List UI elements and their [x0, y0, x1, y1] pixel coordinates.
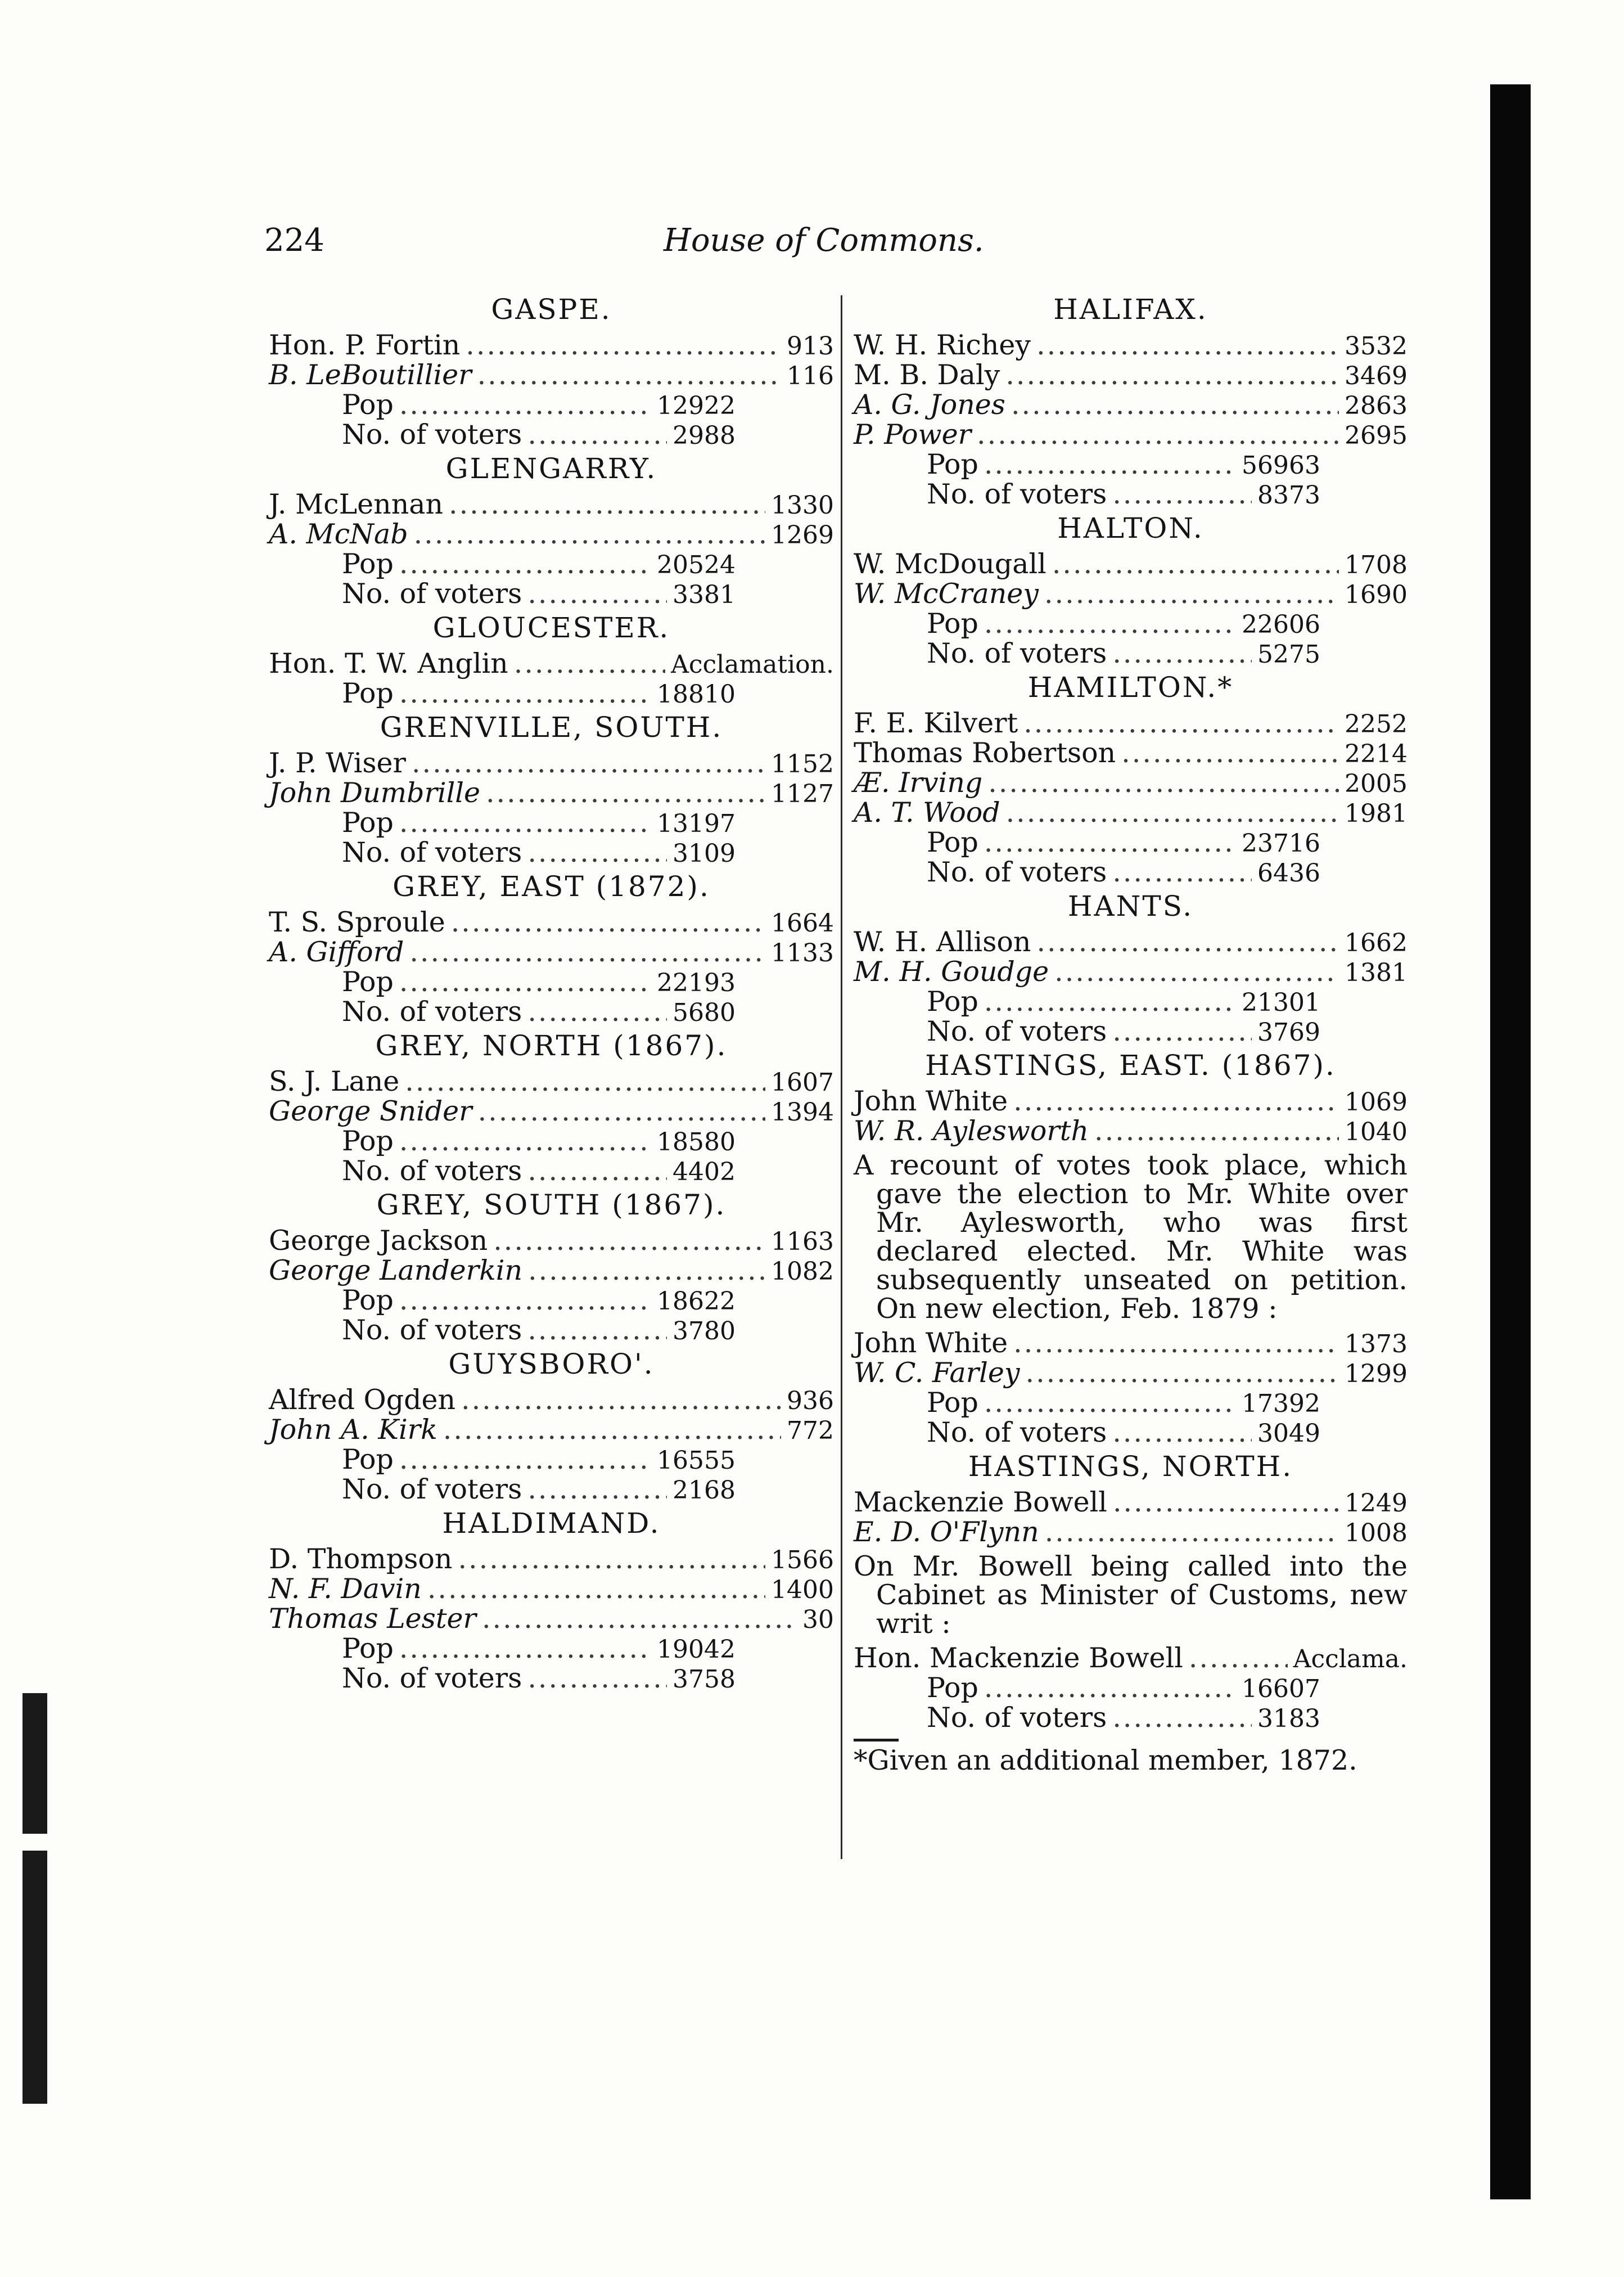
- voters-value: 8373: [1257, 481, 1320, 510]
- constituency-heading: GLENGARRY.: [445, 452, 657, 485]
- constituency-guysboro: [269, 1350, 834, 1505]
- population-value: 18580: [657, 1128, 736, 1156]
- candidate-name: S. J. Lane: [269, 1065, 400, 1097]
- constituency-heading: HASTINGS, NORTH.: [968, 1450, 1293, 1483]
- candidate-row: [269, 520, 834, 550]
- voters-row: No. of voters ..... 5275: [854, 639, 1320, 669]
- vote-count: 913: [787, 332, 834, 361]
- candidate-row: [269, 1097, 834, 1127]
- candidate-row: [269, 908, 834, 938]
- candidate-name: W. McDougall: [854, 548, 1046, 580]
- population-row: Pop ..... 21301: [854, 987, 1320, 1017]
- population-row: Pop ..... 19042: [269, 1634, 736, 1664]
- candidate-name: George Snider: [269, 1095, 472, 1127]
- voters-value: 6436: [1257, 859, 1320, 888]
- candidate-name: Hon. Mackenzie Bowell: [854, 1642, 1183, 1674]
- voters-value: 5680: [673, 998, 736, 1027]
- vote-count: 2695: [1345, 421, 1408, 450]
- candidate-row: [854, 550, 1408, 579]
- voters-value: 2168: [673, 1476, 736, 1505]
- constituency-heading: GLOUCESTER.: [432, 611, 670, 644]
- population-value: 23716: [1242, 829, 1320, 858]
- voters-value: 5275: [1257, 640, 1320, 669]
- candidate-row: [269, 1385, 834, 1415]
- population-row: Pop ..... 22606: [854, 609, 1320, 639]
- candidate-name: M. H. Goudge: [854, 956, 1049, 988]
- voters-row: No. of voters ..... 2168: [269, 1475, 736, 1505]
- candidate-name: A. Gifford: [269, 936, 404, 968]
- constituency-heading: GREY, NORTH (1867).: [375, 1029, 728, 1062]
- constituency-hastings-north: [854, 1452, 1408, 1733]
- vote-count: 1133: [771, 939, 834, 968]
- constituency-heading: GREY, SOUTH (1867).: [376, 1189, 727, 1221]
- vote-count: 1249: [1345, 1489, 1408, 1518]
- candidate-row: [854, 1518, 1408, 1547]
- candidate-row: [269, 1067, 834, 1097]
- voters-row: No. of voters ..... 3780: [269, 1316, 736, 1346]
- column-rule: [841, 295, 842, 1859]
- candidate-row: [269, 1545, 834, 1574]
- voters-row: No. of voters ..... 3381: [269, 579, 736, 609]
- running-head: House of Commons.: [664, 222, 984, 259]
- candidate-name: J. P. Wiser: [269, 747, 406, 779]
- candidate-name: Alfred Ogden: [269, 1384, 456, 1416]
- vote-count: 1040: [1345, 1118, 1408, 1146]
- vote-count: 2214: [1345, 740, 1408, 768]
- population-value: 12922: [657, 392, 736, 420]
- candidate-row: [854, 390, 1408, 420]
- vote-count: 1394: [771, 1098, 834, 1127]
- vote-count: 936: [787, 1387, 834, 1415]
- candidate-row: [854, 361, 1408, 390]
- candidate-name: Æ. Irving: [854, 767, 983, 799]
- voters-row: No. of voters ..... 4402: [269, 1156, 736, 1186]
- vote-count: 1163: [771, 1227, 834, 1256]
- vote-count: Acclamation.: [671, 650, 834, 679]
- candidate-name: John A. Kirk: [269, 1414, 437, 1446]
- voters-row: No. of voters ..... 6436: [854, 858, 1320, 888]
- population-row: Pop ..... 12922: [269, 390, 736, 420]
- candidate-row: [269, 778, 834, 808]
- vote-count: 2252: [1345, 710, 1408, 739]
- vote-count: 1008: [1345, 1519, 1408, 1547]
- population-value: 19042: [657, 1635, 736, 1664]
- candidate-name: J. McLennan: [269, 488, 444, 520]
- candidate-name: M. B. Daly: [854, 359, 1000, 391]
- candidate-name: A. T. Wood: [854, 796, 1000, 829]
- candidate-name: Thomas Robertson: [854, 737, 1116, 769]
- voters-value: 3780: [673, 1317, 736, 1346]
- candidate-row: [269, 361, 834, 390]
- constituency-heading: HALDIMAND.: [442, 1507, 661, 1540]
- candidate-row: [269, 1256, 834, 1286]
- vote-count: 30: [802, 1605, 834, 1634]
- candidate-name: T. S. Sproule: [269, 906, 445, 938]
- candidate-row: [854, 1117, 1408, 1146]
- candidate-name: John White: [854, 1085, 1008, 1117]
- voters-row: No. of voters ..... 8373: [854, 480, 1320, 510]
- population-value: 21301: [1242, 988, 1320, 1017]
- candidate-name: W. H. Allison: [854, 926, 1031, 958]
- page-edge-shadow: [1490, 84, 1531, 2199]
- vote-count: 1662: [1345, 929, 1408, 957]
- constituency-heading: GRENVILLE, SOUTH.: [380, 711, 723, 744]
- candidate-row: [854, 768, 1408, 798]
- voters-row: No. of voters ..... 3758: [269, 1664, 736, 1694]
- population-row: Pop ..... 13197: [269, 808, 736, 838]
- candidate-name: E. D. O'Flynn: [854, 1516, 1039, 1548]
- voters-row: No. of voters ..... 3769: [854, 1017, 1320, 1047]
- vote-count: 1664: [771, 909, 834, 938]
- vote-count: 1269: [771, 521, 834, 550]
- voters-value: 3109: [673, 839, 736, 868]
- voters-row: No. of voters ..... 2988: [269, 420, 736, 450]
- vote-count: 2863: [1345, 392, 1408, 420]
- population-row: Pop ..... 22193: [269, 968, 736, 997]
- population-row: Pop ..... 18580: [269, 1127, 736, 1156]
- candidate-name: W. R. Aylesworth: [854, 1115, 1089, 1147]
- left-column: [269, 295, 834, 1698]
- constituency-glengarry: [269, 454, 834, 609]
- voters-value: 4402: [673, 1158, 736, 1186]
- candidate-name: John Dumbrille: [269, 777, 480, 809]
- constituency-haldimand: [269, 1509, 834, 1694]
- scan-artifact-strip: [22, 1851, 47, 2104]
- voters-value: 3381: [673, 580, 736, 609]
- constituency-grey-south: [269, 1191, 834, 1346]
- candidate-name: Hon. P. Fortin: [269, 329, 461, 361]
- candidate-name: W. McCraney: [854, 578, 1039, 610]
- candidate-name: John White: [854, 1327, 1008, 1359]
- recount-note: A recount of votes took place, which gave the election to Mr. White over Mr. Aylesworth, who was first declared elected. Mr. White was subsequently unseated on petition. On new election, Feb. 1879 :: [854, 1149, 1408, 1325]
- voters-row: No. of voters ..... 5680: [269, 997, 736, 1027]
- constituency-heading: HALIFAX.: [1053, 293, 1208, 326]
- vote-count: 2005: [1345, 770, 1408, 798]
- scan-artifact-strip: [22, 1693, 47, 1834]
- constituency-heading: HAMILTON.*: [1027, 671, 1234, 704]
- candidate-row: [854, 709, 1408, 739]
- candidate-name: D. Thompson: [269, 1543, 453, 1575]
- candidate-row: [854, 798, 1408, 828]
- constituency-grey-north: [269, 1029, 834, 1187]
- vote-count: 1152: [771, 750, 834, 778]
- constituency-hamilton: [854, 673, 1408, 888]
- voters-row: No. of voters ..... 3109: [269, 838, 736, 868]
- constituency-heading: HASTINGS, EAST. (1867).: [925, 1049, 1336, 1082]
- candidate-name: George Jackson: [269, 1225, 488, 1257]
- candidate-row: [269, 1415, 834, 1445]
- vote-count: 1381: [1345, 958, 1408, 987]
- candidate-row: [269, 490, 834, 520]
- footnote-divider: [854, 1739, 899, 1742]
- candidate-name: W. H. Richey: [854, 329, 1031, 361]
- constituency-grey-east: [269, 872, 834, 1027]
- vote-count: 1607: [771, 1068, 834, 1097]
- population-value: 18810: [657, 680, 736, 709]
- candidate-row: [269, 938, 834, 968]
- vote-count: 1082: [771, 1257, 834, 1286]
- constituency-halton: [854, 514, 1408, 669]
- candidate-row: [854, 928, 1408, 957]
- population-row: Pop ..... 23716: [854, 828, 1320, 858]
- population-row: Pop ..... 16607: [854, 1673, 1320, 1703]
- candidate-name: George Landerkin: [269, 1254, 523, 1286]
- candidate-name: Thomas Lester: [269, 1603, 476, 1635]
- constituency-heading: GASPE.: [491, 293, 612, 326]
- candidate-row: [854, 1644, 1408, 1673]
- voters-value: 2988: [673, 421, 736, 450]
- vote-count: 1069: [1345, 1088, 1408, 1117]
- population-value: 22193: [657, 969, 736, 997]
- candidate-row: [854, 957, 1408, 987]
- candidate-row: [269, 1604, 834, 1634]
- constituency-hastings-east: [854, 1051, 1408, 1448]
- candidate-row: [854, 1358, 1408, 1388]
- page-number: 224: [264, 222, 324, 259]
- population-value: 17392: [1242, 1389, 1320, 1418]
- vote-count: 116: [787, 362, 834, 390]
- candidate-name: Mackenzie Bowell: [854, 1486, 1107, 1518]
- population-row: Pop ..... 16555: [269, 1445, 736, 1475]
- new-writ-note: On Mr. Bowell being called into the Cabinet as Minister of Customs, new writ :: [854, 1550, 1408, 1640]
- constituency-heading: GREY, EAST (1872).: [393, 870, 710, 903]
- population-value: 56963: [1242, 451, 1320, 480]
- voters-value: 3769: [1257, 1018, 1320, 1047]
- candidate-name: N. F. Davin: [269, 1573, 422, 1605]
- population-value: 16607: [1242, 1675, 1320, 1703]
- vote-count: 1127: [771, 780, 834, 808]
- population-value: 16555: [657, 1446, 736, 1475]
- voters-value: 3758: [673, 1665, 736, 1694]
- population-value: 18622: [657, 1287, 736, 1316]
- candidate-row: [854, 420, 1408, 450]
- constituency-hants: [854, 892, 1408, 1047]
- candidate-row: [269, 649, 834, 679]
- constituency-heading: HANTS.: [1067, 890, 1194, 922]
- constituency-gaspe: [269, 295, 834, 450]
- voters-value: 3049: [1257, 1419, 1320, 1448]
- candidate-row: [269, 749, 834, 778]
- vote-count: 1566: [771, 1546, 834, 1574]
- vote-count: 1330: [771, 491, 834, 520]
- vote-count: Acclama.: [1293, 1645, 1408, 1673]
- constituency-heading: GUYSBORO'.: [448, 1348, 655, 1380]
- population-row: Pop ..... 20524: [269, 550, 736, 579]
- candidate-name: F. E. Kilvert: [854, 707, 1018, 739]
- constituency-heading: HALTON.: [1057, 512, 1204, 544]
- candidate-row: [854, 1488, 1408, 1518]
- candidate-row: [269, 331, 834, 361]
- voters-row: No. of voters ..... 3049: [854, 1418, 1320, 1448]
- population-row: Pop ..... 18810: [269, 679, 736, 709]
- candidate-row: [854, 1087, 1408, 1117]
- population-value: 20524: [657, 551, 736, 579]
- constituency-halifax: [854, 295, 1408, 510]
- candidate-row: [854, 331, 1408, 361]
- candidate-row: [854, 579, 1408, 609]
- candidate-name: B. LeBoutillier: [269, 359, 472, 391]
- population-value: 13197: [657, 809, 736, 838]
- vote-count: 3469: [1345, 362, 1408, 390]
- candidate-name: A. McNab: [269, 518, 408, 550]
- population-row: Pop ..... 17392: [854, 1388, 1320, 1418]
- constituency-grenville-south: [269, 713, 834, 868]
- candidate-name: A. G. Jones: [854, 389, 1005, 421]
- candidate-name: W. C. Farley: [854, 1357, 1020, 1389]
- population-value: 22606: [1242, 610, 1320, 639]
- voters-value: 3183: [1257, 1704, 1320, 1733]
- candidate-row: [854, 1329, 1408, 1358]
- constituency-gloucester: [269, 611, 834, 709]
- candidate-row: [269, 1226, 834, 1256]
- vote-count: 1299: [1345, 1360, 1408, 1388]
- vote-count: 1708: [1345, 551, 1408, 579]
- vote-count: 1400: [771, 1576, 834, 1604]
- vote-count: 772: [787, 1416, 834, 1445]
- vote-count: 1373: [1345, 1330, 1408, 1358]
- population-row: Pop ..... 56963: [854, 450, 1320, 480]
- vote-count: 1690: [1345, 580, 1408, 609]
- footnote: *Given an additional member, 1872.: [854, 1744, 1357, 1776]
- candidate-row: [854, 739, 1408, 768]
- vote-count: 1981: [1345, 799, 1408, 828]
- population-row: Pop ..... 18622: [269, 1286, 736, 1316]
- candidate-row: [269, 1574, 834, 1604]
- vote-count: 3532: [1345, 332, 1408, 361]
- right-column: [854, 295, 1408, 1775]
- candidate-name: Hon. T. W. Anglin: [269, 647, 508, 680]
- voters-row: No. of voters ..... 3183: [854, 1703, 1320, 1733]
- candidate-name: P. Power: [854, 418, 972, 451]
